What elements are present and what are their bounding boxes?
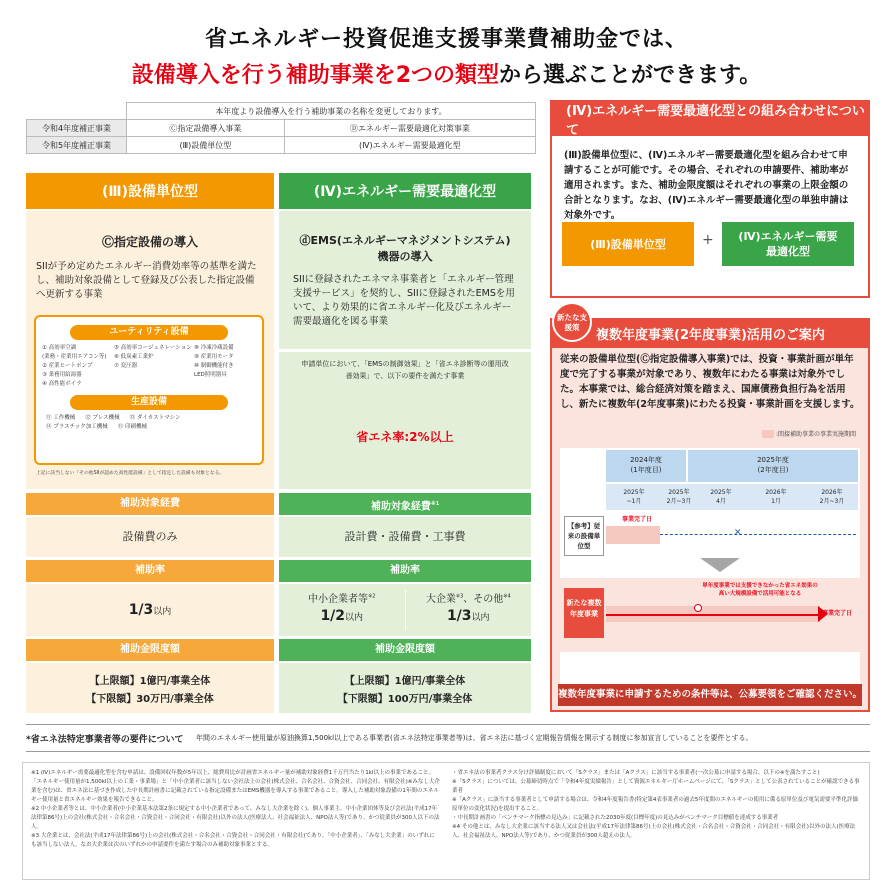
combo-text: (Ⅲ)設備単位型に、(Ⅳ)エネルギー需要最適化型を組み合わせて申請することが可能です。その場合、それぞれの申請要件、補助率が適用されます。また、補助金限度額はそれぞれの事業の上限金額の合計となります。なお、(Ⅳ)エネルギー需要最適化型の単独申請は対象外です。 (564, 150, 849, 221)
equipment-box: ユーティリティ設備 ① 高効率空調 (業務・産業用エアコン等) ② 産業ヒートポンプ ③ 業務用給湯器 ④ 高性能ボイラ ⑤ 高効率コージェネレーション ⑥ 低炭素工業炉 ⑦ 変圧器 ⑧ 冷凍冷蔵設備 ⑨ 産業用モータ ⑩ 制御機能付き LED照明器具 生産設備 ⑪ 工作機械 ⑫ プレス機械 ⑬ ダイカストマシン ⑭ プラスチック加工機械 ⑮ 印刷機械 (34, 315, 264, 465)
legend-text: :間接補助事業の事業実施期間 (776, 431, 857, 438)
col3-limit: 【上限額】1億円/事業全体 【下限額】30万円/事業全体 (26, 663, 274, 713)
naming-table-header: 本年度より設備導入を行う補助事業の名称を変更しております。 (127, 103, 536, 120)
col4-body (279, 211, 531, 349)
requirement-bar (26, 724, 870, 752)
combo-panel (550, 100, 870, 298)
row2-label: 新たな複数年度事業 (564, 588, 604, 638)
new-support-badge: 新たな支援策 (552, 302, 592, 342)
col4-cond-box (279, 352, 531, 489)
timeline (560, 448, 860, 688)
col4-cond: 申請単位において、「EMSの制御効果」と「省エネ診断等の運用改善効果」で、以下の要件を満たす事業 (301, 360, 509, 380)
rate-sme: 中小企業者等$^{※2}$ 1/2以内 (308, 593, 376, 624)
col4-cost-value: 設計費・設備費・工事費 (279, 517, 531, 557)
col4-header: (Ⅳ)エネルギー需要最適化型 (279, 173, 531, 209)
row2-arrow (606, 614, 824, 616)
col3-header: (Ⅲ)設備単位型 (26, 173, 274, 209)
combo-box-3: (Ⅲ)設備単位型 (562, 222, 694, 266)
multi-footer: 複数年度事業に申請するための条件等は、公募要領をご確認ください。 (558, 684, 862, 706)
combo-header: (Ⅳ)エネルギー需要最適化型との組み合わせについて (552, 102, 868, 136)
row1-label: 【参考】従来の設備単位型 (564, 516, 604, 556)
row2-note: 単年度事業では支援できなかった省エネ効果の高い大規模設備で活用可能となる (702, 583, 818, 597)
saving-rate: 省エネ率:2%以上 (356, 430, 454, 444)
col3-title: Ⓒ指定設備の導入 (101, 235, 198, 249)
table-row: 令和5年度補正事業 (Ⅲ)設備単位型 (Ⅳ)エネルギー需要最適化型 (27, 137, 536, 154)
col4-cost-label: 補助対象経費$^{※1}$ (279, 493, 531, 515)
col4-limit: 【上限額】1億円/事業全体 【下限額】100万円/事業全体 (279, 663, 531, 713)
utility-label: ユーティリティ設備 (70, 325, 228, 340)
row1-dashed (660, 534, 856, 535)
requirement-text: 年間のエネルギー使用量が原油換算1,500kl以上である事業者(省エネ法特定事業者等)は、省エネ法に基づく定期報告情報を開示する制度に参加宣言していることを要件とする。 (196, 734, 753, 742)
plus-icon: + (702, 232, 714, 248)
requirement-label: *省エネ法特定事業者等の要件について (26, 734, 184, 745)
multi-panel (550, 312, 870, 712)
footnotes: ※1 (Ⅳ)エネルギー需要最適化型を含む申請は、設備回収年数が5年以上、総費用比が計画省エネルギー量が補助対象経費1千万円当たり1kl以上の事業であること。 「エネルギー使用量が1,500kl以上の工業・事業場」と「中小企業者に該当しない会社法上の会社(株式会社、合名会社、合資会社、合同会社、有限会社)※みなし大企業を含む)は、省エネ法に基づき作成した中長期計画書に記載されている指定設備またはEMS機器を導入する事業であること。導入した補助対象設備の1年間のエネルギー使用量と省エネルギー効果を報告できること。 ※2 中小企業者等とは、中小企業者(中小企業基本法第2条に規定する中小企業者であって、みなし大企業を除く)、個人事業主、中小企業団体等及び会社法(平成17年法律第86号)上の会社(株式会社・合名会社・合資会社・合同会社・有限会社)以外の法人(医療法人、社会福祉法人、NPO法人等)であり、かつ従業員が300人以下の法人。 ※3 大企業とは、会社法(平成17年法律第86号)上の会社(株式会社・合名会社・合資会社・合同会社・有限会社)であり、「中小企業者」、「みなし大企業」のいずれにも該当しない法人。なお大企業は次のいずれかの申請要件を満たす場合のみ補助対象事業とする。 ・省エネ法の事業者クラス分け評価制度において「Sクラス」または「Aクラス」に該当する事業者(一次公募に申請する場合、以下の※を満たすこと) ※「Sクラス」については、公募締切時点で「令和4年度実績報告」として資源エネルギー庁ホームページにて、「Sクラス」として公表されていることが確認できる事業者 ※「Aクラス」に該当する事業者として申請する場合は、令和4年度報告書(特定第4表事業者の過去5年度間のエネルギーの使用に係る原単位及び電気需要平準化評価原単位の変化状況)を提出すること。 ・中長期計画書の「ベンチマーク指標の見込み」に記載された2030年度(目標年度)の見込みがベンチマーク目標値を達成する事業者 ※4 その他とは、みなし大企業に該当する法人又は会社法(平成17年法律第86号)上の会社(株式会社・合名会社・合資会社・合同会社・有限会社)以外の法人(医療法人、社会福祉法人、NPO法人等)であり、かつ従業員が300人超えの法人。 (22, 762, 870, 880)
col3-note: 上記に該当しない「その他SIIが認めた高性能設備」として指定した設備も対象となる。 (36, 471, 225, 476)
subtitle-rest: から選ぶことができます。 (499, 63, 762, 88)
point-icon (694, 604, 702, 612)
production-label: 生産設備 (70, 395, 228, 410)
multi-header: 複数年度事業(2年度事業)活用のご案内 (550, 318, 870, 348)
page-title: 省エネルギー投資促進支援事業費補助金では、 (204, 27, 688, 52)
rate-large: 大企業$^{※3}$、その他$^{※4}$ 1/3以内 (425, 593, 511, 624)
col3-rate: 1/3以内 (26, 584, 274, 636)
col3-limit-label: 補助金限度額 (26, 639, 274, 661)
col4-title: ⓓEMS(エネルギーマネジメントシステム)機器の導入 (299, 234, 511, 263)
naming-table (26, 102, 536, 154)
col3-body (26, 211, 274, 489)
row2-done: 事業完了日 (822, 610, 853, 617)
col3-desc: SIIが予め定めたエネルギー消費効率等の基準を満たし、補助対象設備として登録及び公表した指定設備へ更新する事業 (36, 261, 257, 300)
page-subtitle (0, 58, 893, 89)
year2: 2025年度 (2年度目) (688, 450, 858, 482)
periods: 2025年 ~1月 2025年 2月~3月 2025年 4月 2026年 1月 2026年 2月~3月 (606, 484, 858, 510)
col4-rate-label: 補助率 (279, 560, 531, 582)
col4-desc: SIIに登録されたエネマネ事業者と「エネルギー管理支援サービス」を契約し、SIIに登録されたEMSを用いて、より効果的に省エネルギー化及びエネルギー需要最適化を図る事業 (293, 274, 515, 327)
down-arrow-icon (700, 558, 740, 572)
col3-cost-label: 補助対象経費 (26, 493, 274, 515)
row1-bar (606, 526, 660, 544)
col4-rate (279, 584, 531, 636)
col4-limit-label: 補助金限度額 (279, 639, 531, 661)
multi-text: 従来の設備単位型(Ⓒ指定設備導入事業)では、投資・事業計画が単年度で完了する事業が対象であり、複数年にわたる事業は対象外でした。本事業では、総合経済対策を踏まえ、国庫債務負担行為を活用し、新たに複数年(2年度事業)にわたる投資・事業計画を支援します。 (560, 354, 860, 410)
subtitle-highlight: 設備導入を行う補助事業を2つの類型 (131, 63, 500, 88)
legend-swatch (762, 430, 774, 438)
year1: 2024年度 (1年度目) (606, 450, 686, 482)
combo-box-4: (Ⅳ)エネルギー需要最適化型 (722, 222, 854, 266)
table-row: 令和4年度補正事業 Ⓒ指定設備導入事業 Ⓓエネルギー需要最適化対策事業 (27, 120, 536, 137)
cross-icon: ✕ (734, 528, 742, 538)
col3-cost-value: 設備費のみ (26, 517, 274, 557)
row1-done: 事業完了日 (622, 516, 653, 523)
col3-rate-label: 補助率 (26, 560, 274, 582)
